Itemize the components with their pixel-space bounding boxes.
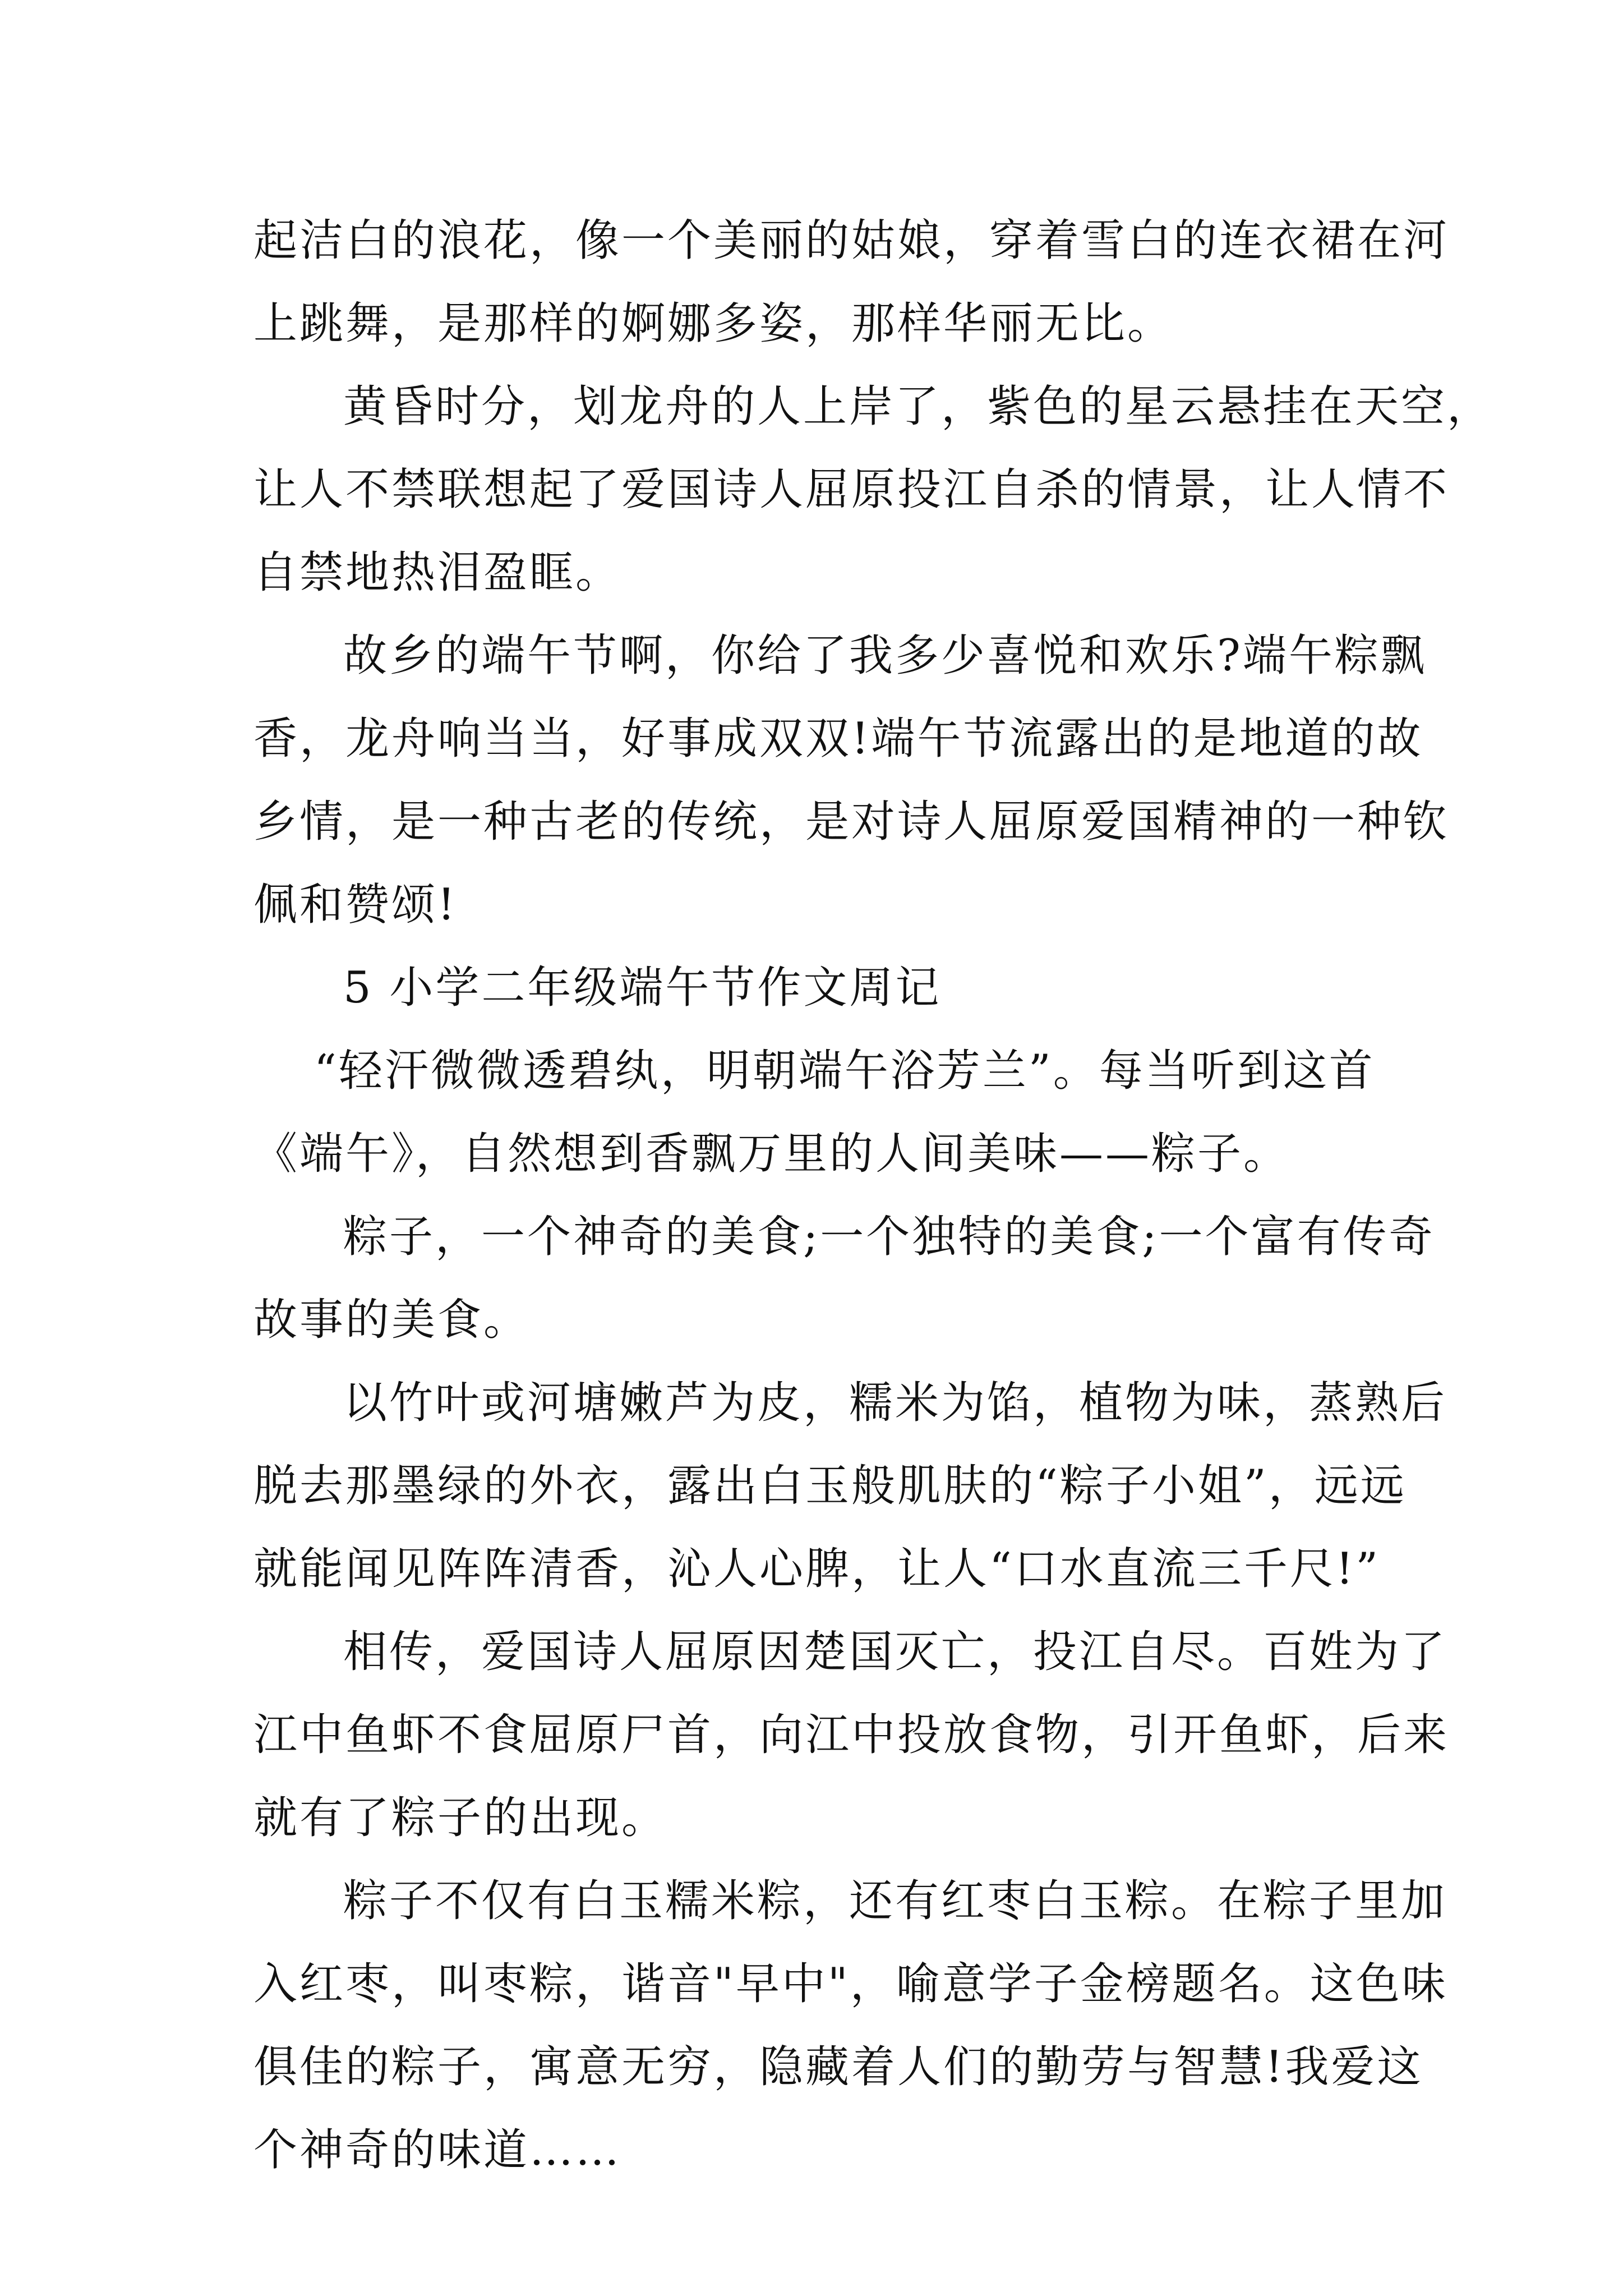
- paragraph-first-line: 相传，爱国诗人屈原因楚国灭亡，投江自尽。百姓为了: [343, 1627, 1447, 1677]
- paragraph-line: 就有了粽子的出现。: [253, 1793, 668, 1843]
- paragraph-line: 自禁地热泪盈眶。: [253, 547, 622, 598]
- paragraph-line: 让人不禁联想起了爱国诗人屈原投江自杀的情景，让人情不: [253, 464, 1450, 515]
- paragraph-first-line: 粽子，一个神奇的美食;一个独特的美食;一个富有传奇: [343, 1212, 1435, 1262]
- paragraph-line: 故事的美食。: [253, 1295, 530, 1345]
- essay-body: [253, 199, 1493, 2192]
- paragraph-line: 个神奇的味道……: [253, 2125, 622, 2175]
- paragraph-line: 上跳舞，是那样的婀娜多姿，那样华丽无比。: [253, 298, 1174, 349]
- paragraph-line: 就能闻见阵阵清香，沁人心脾，让人“口水直流三千尺!”: [253, 1544, 1381, 1594]
- paragraph-line: 脱去那墨绿的外衣，露出白玉般肌肤的“粽子小姐”，远远: [253, 1461, 1407, 1511]
- paragraph-first-line: 粽子不仅有白玉糯米粽，还有红枣白玉粽。在粽子里加: [343, 1876, 1447, 1926]
- paragraph-line: 香，龙舟响当当，好事成双双!端午节流露出的是地道的故: [253, 714, 1423, 764]
- paragraph-line: 俱佳的粽子，寓意无穷，隐藏着人们的勤劳与智慧!我爱这: [253, 2042, 1423, 2092]
- paragraph-line: 《端午》，自然想到香飘万里的人间美味——粽子。: [253, 1129, 1290, 1179]
- paragraph-line: 江中鱼虾不食屈原尸首，向江中投放食物，引开鱼虾，后来: [253, 1710, 1450, 1760]
- paragraph-line: 乡情，是一种古老的传统，是对诗人屈原爱国精神的一种钦: [253, 797, 1450, 847]
- paragraph-line: 佩和赞颂!: [253, 880, 458, 930]
- paragraph-first-line: “轻汗微微透碧纨，明朝端午浴芳兰”。每当听到这首: [314, 1046, 1375, 1096]
- paragraph-line: 入红枣，叫枣粽，谐音"早中"，喻意学子金榜题名。这色味: [253, 1959, 1448, 2009]
- paragraph-first-line: 故乡的端午节啊，你给了我多少喜悦和欢乐?端午粽飘: [343, 631, 1427, 681]
- paragraph-first-line: 黄昏时分，划龙舟的人上岸了，紫色的星云悬挂在天空，: [343, 381, 1493, 432]
- paragraph-first-line: 以竹叶或河塘嫩芦为皮，糯米为馅，植物为味，蒸熟后: [343, 1378, 1447, 1428]
- paragraph-line: 起洁白的浪花，像一个美丽的姑娘，穿着雪白的连衣裙在河: [253, 215, 1450, 266]
- section-heading: 5 小学二年级端午节作文周记: [343, 963, 942, 1013]
